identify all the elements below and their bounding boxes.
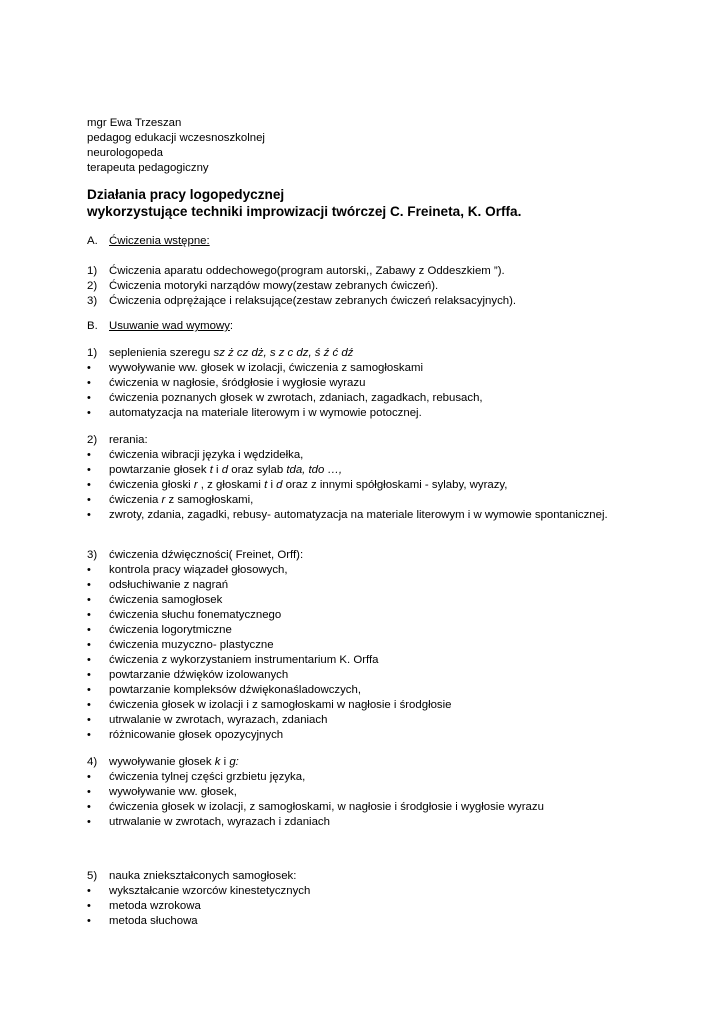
bullet-item [87,391,640,406]
bullet-item [87,361,640,376]
item-number: 1) [87,347,98,359]
syllables: tda, tdo …, [286,464,343,476]
bullet-icon: • [87,624,91,636]
bullet-icon: • [87,479,91,491]
bullet-icon: • [87,579,91,591]
author-block [87,116,265,176]
subsection-5 [87,869,640,929]
document-title [87,186,647,220]
subsection-heading [87,433,640,448]
bullet-item [87,508,640,523]
item-text: ćwiczenia [109,494,162,506]
item-text: i [267,479,277,491]
subsection-heading [87,548,640,563]
bullet-item [87,800,640,815]
item-text: metoda słuchowa [109,915,198,927]
subsection-heading [87,869,640,884]
item-text: zwroty, zdania, zagadki, rebusy- automatyzacja na materiale literowym i w wymowie spontanicznej. [109,509,608,521]
sound: t [209,464,213,476]
bullet-item [87,785,640,800]
sound-list: sz ż cz dż, s z c dz, ś ź ć dź [213,347,354,359]
bullet-icon: • [87,609,91,621]
item-number: 2) [87,434,98,446]
item-text: wywoływanie ww. głosek, [109,786,237,798]
item-number: 5) [87,870,98,882]
item-text: ćwiczenia z wykorzystaniem instrumentarium K. Orffa [109,654,379,666]
subsection-3 [87,548,640,743]
item-text: i [220,756,230,768]
item-text: wywoływanie ww. głosek w izolacji, ćwiczenia z samogłoskami [109,362,423,374]
bullet-item [87,563,640,578]
bullet-item [87,770,640,785]
bullet-item [87,914,640,929]
bullet-icon: • [87,771,91,783]
item-text: ćwiczenia słuchu fonematycznego [109,609,282,621]
item-text: ćwiczenia głosek w izolacji i z samogłoskami w nagłosie i środgłosie [109,699,452,711]
bullet-item [87,593,640,608]
item-number: 2) [87,280,98,292]
sound: d [221,464,229,476]
bullet-item [87,899,640,914]
item-text: metoda wzrokowa [109,900,201,912]
title-line: wykorzystujące techniki improwizacji twórczej C. Freineta, K. Orffa. [87,204,522,219]
item-text: i [212,464,222,476]
bullet-icon: • [87,669,91,681]
bullet-item [87,578,640,593]
bullet-icon: • [87,564,91,576]
section-heading [87,234,640,249]
item-text: utrwalanie w zwrotach, wyrazach, zdaniach [109,714,328,726]
bullet-icon: • [87,801,91,813]
bullet-item [87,638,640,653]
item-text: powtarzanie dźwięków izolowanych [109,669,289,681]
bullet-icon: • [87,699,91,711]
bullet-icon: • [87,786,91,798]
item-text: nauka zniekształconych samogłosek: [109,870,297,882]
bullet-item [87,698,640,713]
item-text: Ćwiczenia odprężające i relaksujące(zestaw zebranych ćwiczeń relaksacyjnych). [109,295,517,307]
sound: k [214,756,221,768]
bullet-icon: • [87,684,91,696]
bullet-icon: • [87,377,91,389]
item-text: ćwiczenia muzyczno- plastyczne [109,639,274,651]
bullet-icon: • [87,654,91,666]
item-text: Ćwiczenia motoryki narządów mowy(zestaw zebranych ćwiczeń). [109,280,439,292]
item-text: ćwiczenia tylnej części grzbietu języka, [109,771,306,783]
bullet-item [87,653,640,668]
section-a [87,234,640,309]
sound: r [193,479,198,491]
item-text: ćwiczenia poznanych głosek w zwrotach, zdaniach, zagadkach, rebusach, [109,392,483,404]
subsection-2 [87,433,640,523]
bullet-icon: • [87,449,91,461]
section-title: Usuwanie wad wymowy [109,320,230,332]
author-name: mgr Ewa Trzeszan [87,117,182,129]
bullet-icon: • [87,464,91,476]
bullet-item [87,815,640,830]
subsection-1 [87,346,640,421]
item-text: rerania: [109,434,148,446]
sound: g: [229,756,239,768]
item-text: powtarzanie głosek [109,464,210,476]
bullet-icon: • [87,915,91,927]
item-text: Ćwiczenia aparatu oddechowego(program autorski,, Zabawy z Oddeszkiem ”). [109,265,505,277]
item-number: 3) [87,295,98,307]
bullet-item [87,623,640,638]
bullet-icon: • [87,885,91,897]
item-text: odsłuchiwanie z nagrań [109,579,229,591]
item-text: ćwiczenia głosek w izolacji, z samogłoskami, w nagłosie i środgłosie i wygłosie wyrazu [109,801,544,813]
list-item [87,279,640,294]
subsection-heading [87,346,640,361]
item-text: różnicowanie głosek opozycyjnych [109,729,284,741]
section-title: Ćwiczenia wstępne: [109,235,210,247]
bullet-item [87,713,640,728]
section-b-heading-block [87,319,640,334]
author-role: neurologopeda [87,147,164,159]
bullet-item [87,493,640,508]
item-text: seplenienia szeregu [109,347,214,359]
bullet-icon: • [87,407,91,419]
item-text: wykształcanie wzorców kinestetycznych [109,885,311,897]
subsection-4 [87,755,640,830]
bullet-item [87,884,640,899]
item-text: powtarzanie kompleksów dźwiękonaśladowczych, [109,684,361,696]
bullet-icon: • [87,594,91,606]
item-text: ćwiczenia w nagłosie, śródgłosie i wygłosie wyrazu [109,377,366,389]
bullet-icon: • [87,639,91,651]
subsection-heading [87,755,640,770]
sound: r [161,494,166,506]
list-item [87,294,640,309]
item-text: ćwiczenia dźwięczności( Freinet, Orff): [109,549,304,561]
item-number: 1) [87,265,98,277]
bullet-icon: • [87,729,91,741]
bullet-icon: • [87,900,91,912]
item-number: 4) [87,756,98,768]
bullet-icon: • [87,509,91,521]
section-marker: B. [87,320,98,332]
item-text: oraz z innymi spółgłoskami - sylaby, wyrazy, [282,479,508,491]
bullet-icon: • [87,494,91,506]
item-text: ćwiczenia samogłosek [109,594,223,606]
bullet-item [87,668,640,683]
bullet-icon: • [87,362,91,374]
bullet-item [87,728,640,743]
item-text: oraz sylab [228,464,287,476]
bullet-item [87,448,640,463]
item-text: automatyzacja na materiale literowym i w wymowie potocznej. [109,407,422,419]
bullet-icon: • [87,392,91,404]
bullet-item [87,406,640,421]
item-text: wywoływanie głosek [109,756,215,768]
item-text: ćwiczenia głoski [109,479,194,491]
bullet-item [87,463,640,478]
sound: t [264,479,268,491]
sound: d [276,479,283,491]
bullet-icon: • [87,714,91,726]
item-text: utrwalanie w zwrotach, wyrazach i zdaniach [109,816,330,828]
bullet-item [87,683,640,698]
item-text: ćwiczenia wibracji języka i wędzidełka, [109,449,304,461]
bullet-item [87,478,640,493]
item-number: 3) [87,549,98,561]
item-text: , z głoskami [197,479,265,491]
list-item [87,264,640,279]
title-line: Działania pracy logopedycznej [87,187,285,202]
item-text: z samogłoskami, [165,494,254,506]
item-text: ćwiczenia logorytmiczne [109,624,232,636]
bullet-icon: • [87,816,91,828]
bullet-item [87,608,640,623]
bullet-item [87,376,640,391]
author-role: terapeuta pedagogiczny [87,162,209,174]
section-marker: A. [87,235,98,247]
item-text: kontrola pracy wiązadeł głosowych, [109,564,288,576]
heading-colon: : [229,320,234,332]
section-heading [87,319,640,334]
author-role: pedagog edukacji wczesnoszkolnej [87,132,265,144]
